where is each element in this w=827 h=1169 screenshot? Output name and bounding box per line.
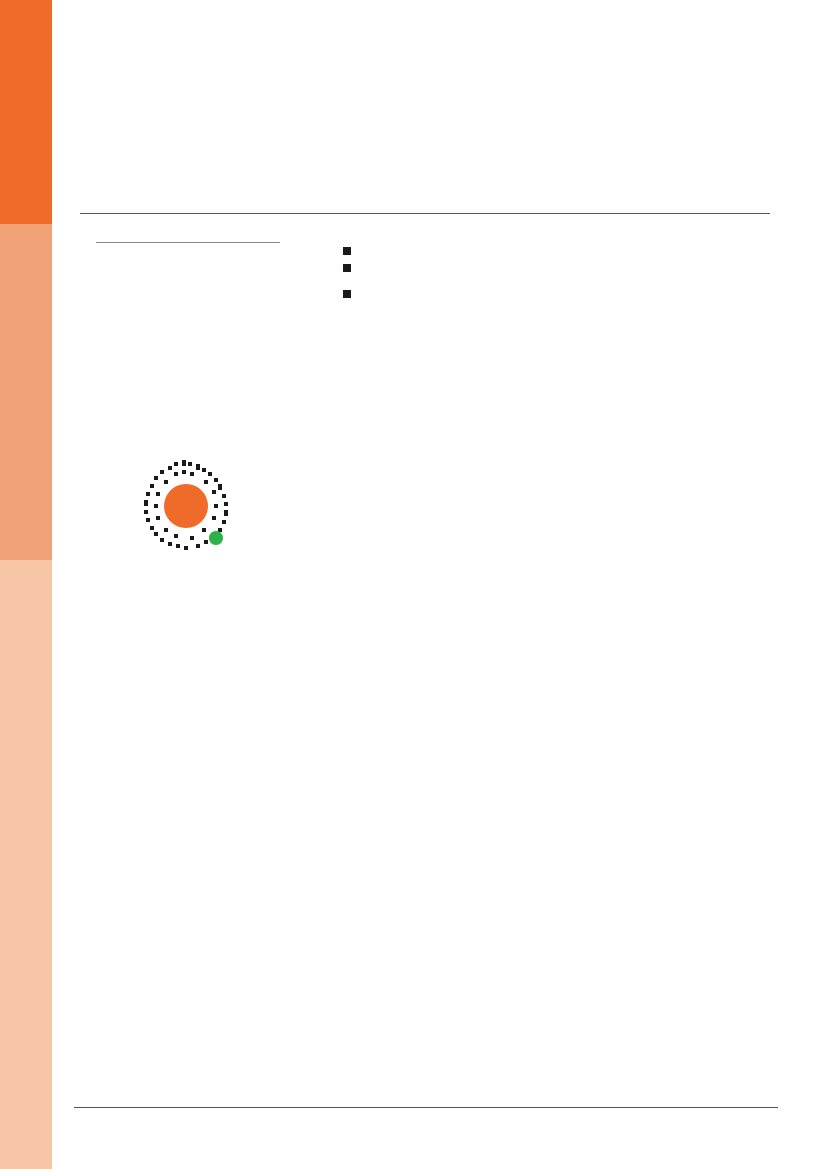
sidebar-segment-research [0,560,52,1169]
mini-program-icon [209,531,223,545]
sidebar-segment-report-type [0,0,52,224]
sidebar-label [15,47,37,224]
analyst-heading [96,236,280,243]
qr-code[interactable] [138,458,234,554]
section-heading-highlights [343,247,771,255]
section-heading-tracking [343,264,771,272]
qr-center-badge [164,484,208,528]
sidebar-segment-weekly [0,224,52,560]
analyst-panel [96,236,296,399]
title-divider [80,213,770,214]
section-heading-risk [343,290,771,298]
footer-divider [74,1107,778,1108]
analyst-entry [96,253,296,315]
sidebar-label [15,678,37,1169]
square-bullet-icon [343,264,351,272]
square-bullet-icon [343,247,351,255]
sidebar [0,0,52,1169]
main-content [343,238,771,310]
square-bullet-icon [343,290,351,298]
analyst-entry [96,337,296,399]
sidebar-label [15,334,37,560]
